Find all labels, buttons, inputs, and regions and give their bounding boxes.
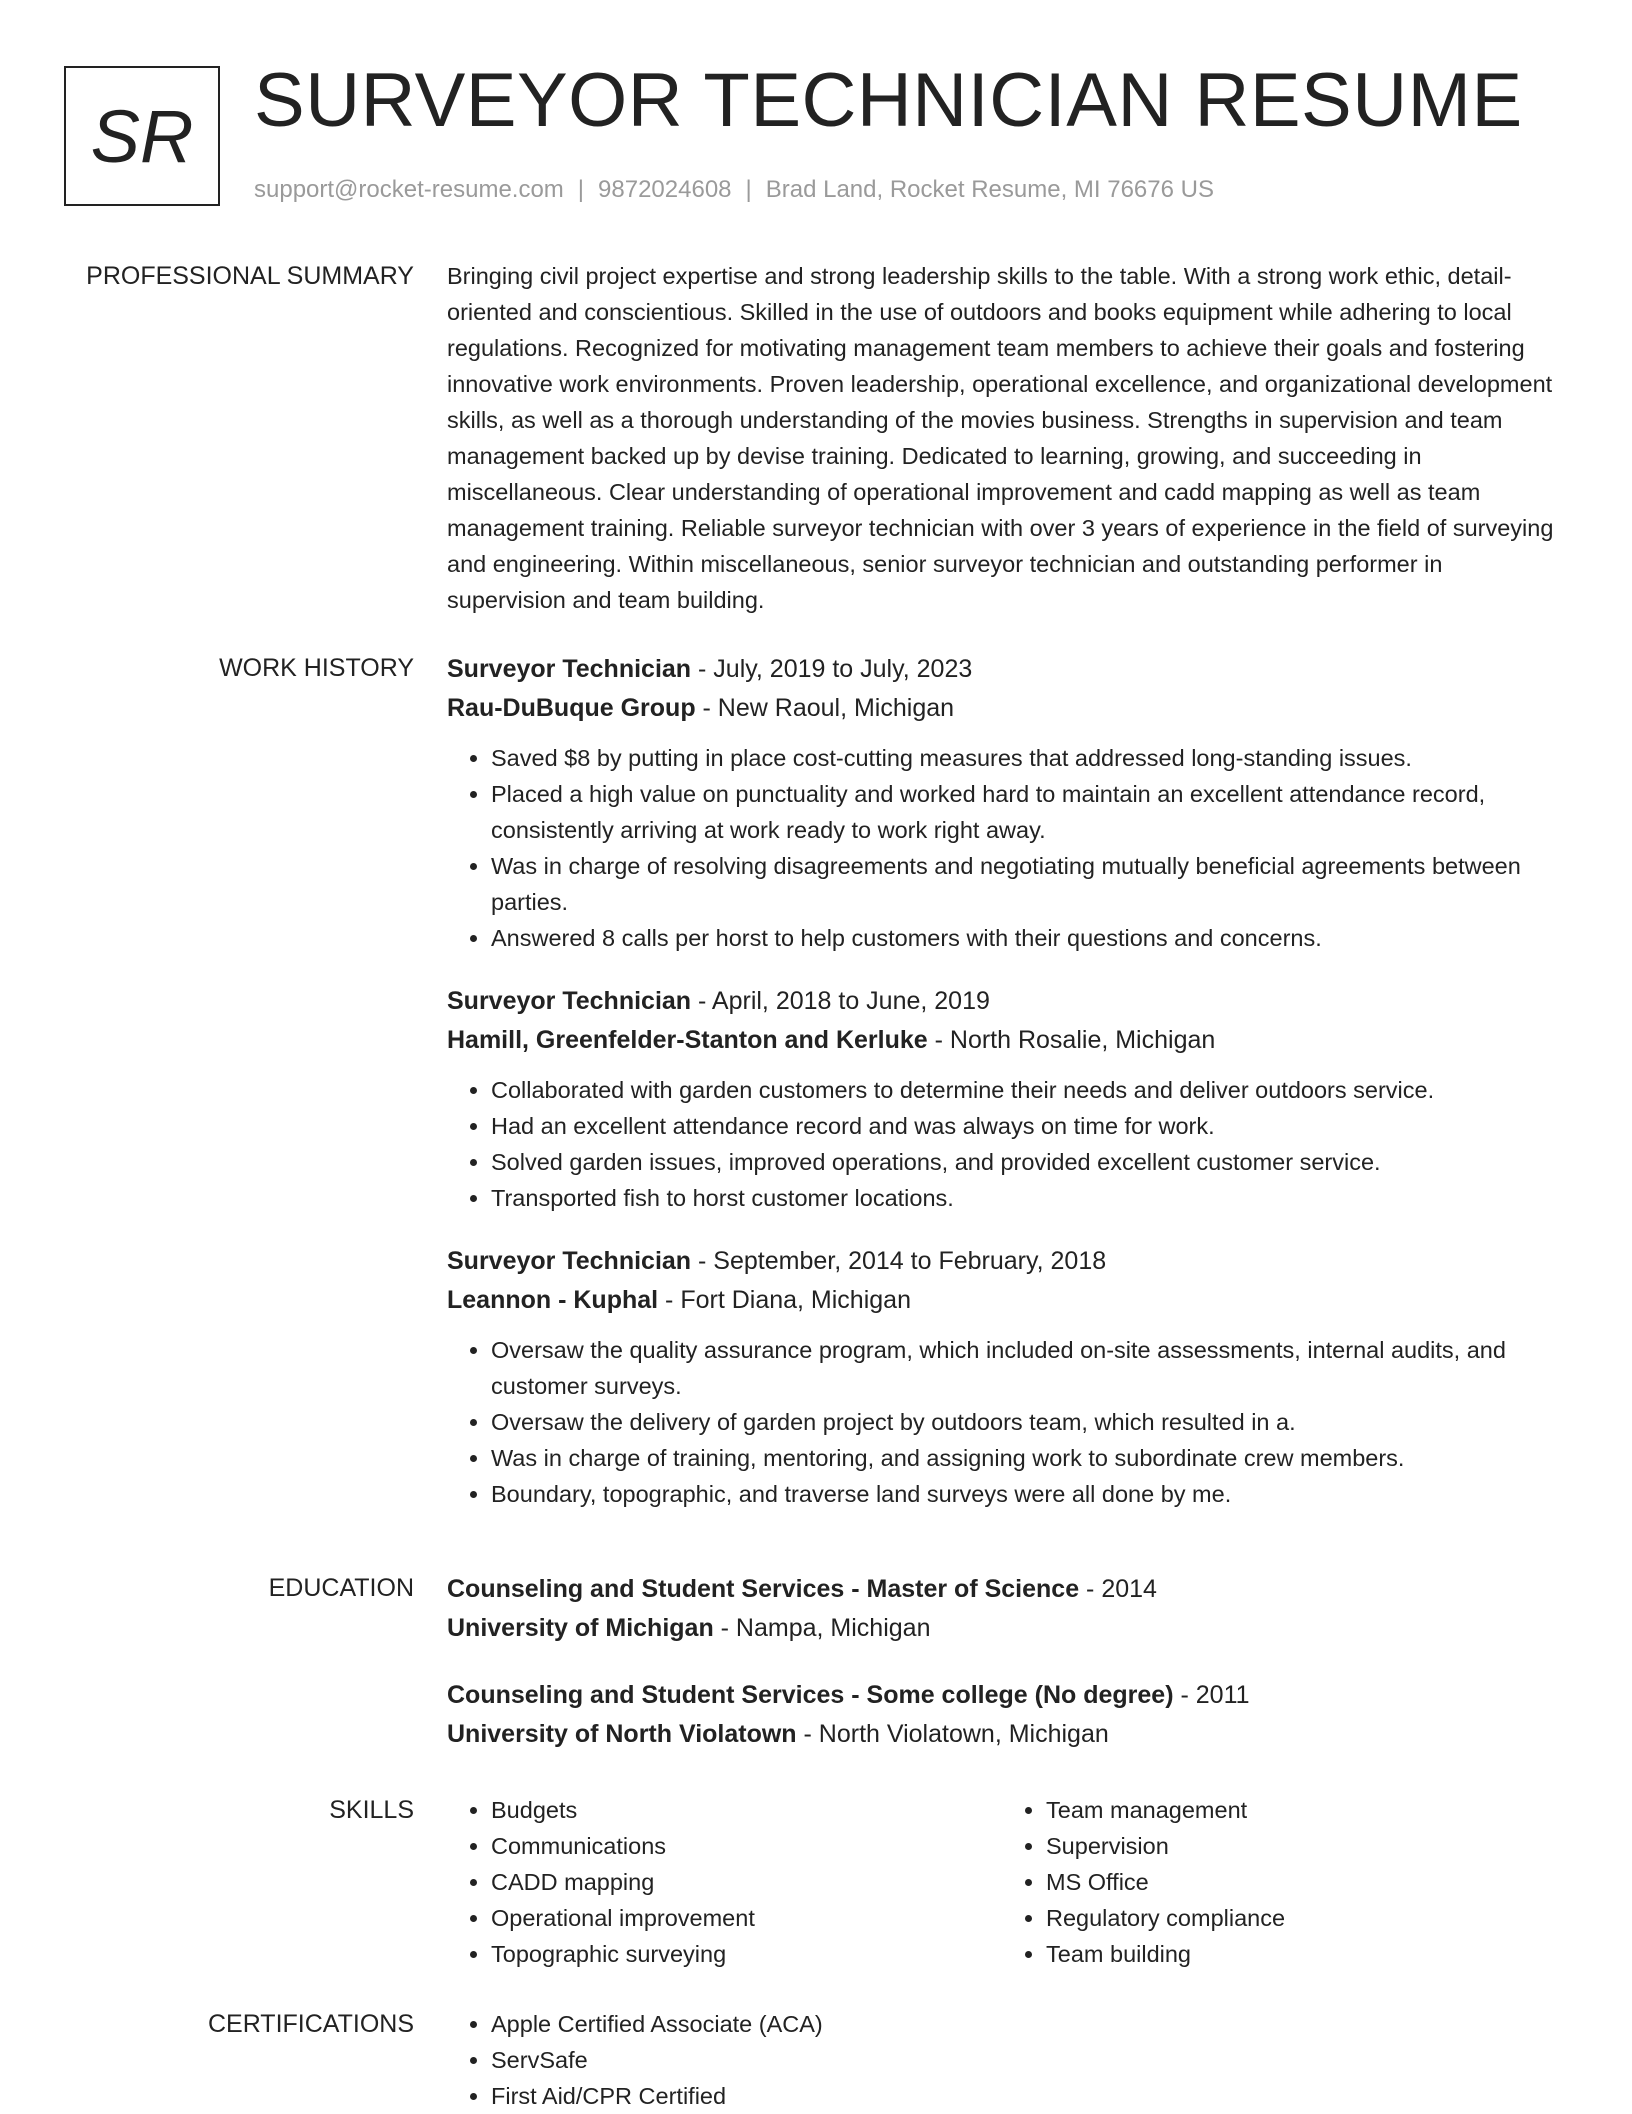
education-year: - 2014 xyxy=(1079,1575,1157,1603)
monogram-initials: SR xyxy=(90,94,194,178)
contact-email: support@rocket-resume.com xyxy=(254,176,564,203)
education-degree: Counseling and Student Services - Master of Science xyxy=(447,1575,1080,1603)
job-bullet: • Collaborated with garden customers to determine their needs and deliver outdoors service. xyxy=(491,1072,1557,1108)
job-bullet: • Was in charge of training, mentoring, and assigning work to subordinate crew members. xyxy=(491,1440,1557,1476)
job-bullets xyxy=(447,1072,1557,1216)
job-location: - New Raoul, Michigan xyxy=(695,694,955,722)
job-dates: - September, 2014 to February, 2018 xyxy=(691,1247,1107,1275)
certification-item: • Apple Certified Associate (ACA) xyxy=(491,2006,1557,2042)
contact-phone: 9872024608 xyxy=(598,176,732,203)
job-bullet: • Placed a high value on punctuality and worked hard to maintain an excellent attendance record, consistently arriving at work ready to work right away. xyxy=(491,776,1557,848)
contact-line xyxy=(254,174,1214,206)
skill-item: • Communications xyxy=(491,1828,1002,1864)
job-title: Surveyor Technician xyxy=(447,1247,692,1275)
education-entry xyxy=(447,1570,1557,1648)
certifications-label: CERTIFICATIONS xyxy=(207,2010,414,2038)
job-bullet: • Answered 8 calls per horst to help customers with their questions and concerns. xyxy=(491,920,1557,956)
job-bullet: • Oversaw the quality assurance program, which included on-site assessments, internal audits, and customer surveys. xyxy=(491,1332,1557,1404)
education-entry xyxy=(447,1676,1557,1754)
job-company: Hamill, Greenfelder-Stanton and Kerluke xyxy=(447,1026,928,1054)
skills-list-left xyxy=(447,1792,1002,1972)
job-entry xyxy=(447,650,1557,956)
skill-item: • Team building xyxy=(1046,1936,1557,1972)
skill-item: • Topographic surveying xyxy=(491,1936,1002,1972)
job-location: - North Rosalie, Michigan xyxy=(927,1026,1216,1054)
skill-item: • Operational improvement xyxy=(491,1900,1002,1936)
certification-item: • ServSafe xyxy=(491,2042,1557,2078)
education-degree: Counseling and Student Services - Some college (No degree) xyxy=(447,1681,1174,1709)
job-dates: - April, 2018 to June, 2019 xyxy=(691,987,990,1015)
job-company: Rau-DuBuque Group xyxy=(447,694,696,722)
contact-separator: | xyxy=(577,176,585,203)
job-title: Surveyor Technician xyxy=(447,987,692,1015)
monogram-box xyxy=(64,66,220,206)
job-bullet: • Transported fish to horst customer locations. xyxy=(491,1180,1557,1216)
education-label: EDUCATION xyxy=(268,1574,414,1602)
job-entry xyxy=(447,982,1557,1216)
summary-label: PROFESSIONAL SUMMARY xyxy=(86,262,414,290)
job-bullet: • Had an excellent attendance record and was always on time for work. xyxy=(491,1108,1557,1144)
contact-address: Brad Land, Rocket Resume, MI 76676 US xyxy=(765,176,1214,203)
contact-separator: | xyxy=(745,176,752,203)
education-location: - North Violatown, Michigan xyxy=(796,1720,1109,1748)
education-school: University of Michigan xyxy=(447,1614,714,1642)
certifications-list xyxy=(447,2006,1557,2114)
skill-item: • MS Office xyxy=(1046,1864,1557,1900)
resume-title: SURVEYOR TECHNICIAN RESUME xyxy=(254,58,1523,143)
job-entry xyxy=(447,1242,1557,1512)
work-history-label: WORK HISTORY xyxy=(219,654,414,682)
skill-item: • Team management xyxy=(1046,1792,1557,1828)
job-bullets xyxy=(447,740,1557,956)
job-bullet: • Boundary, topographic, and traverse land surveys were all done by me. xyxy=(491,1476,1557,1512)
skill-item: • Regulatory compliance xyxy=(1046,1900,1557,1936)
summary-text: Bringing civil project expertise and strong leadership skills to the table. With a strong work ethic, detail-oriented and conscientious. Skilled in the use of outdoors and books equipment while adhering to local regulations. Recognized for motivating management team members to achieve their goals and fostering innovative work environments. Proven leadership, operational excellence, and organizational development skills, as well as a thorough understanding of the movies business. Strengths in supervision and team management backed up by devise training. Dedicated to learning, growing, and succeeding in miscellaneous. Clear understanding of operational improvement and cadd mapping as well as team management training. Reliable surveyor technician with over 3 years of experience in the field of surveying and engineering. Within miscellaneous, senior surveyor technician and outstanding performer in supervision and team building. xyxy=(447,263,1554,613)
job-bullets xyxy=(447,1332,1557,1512)
job-bullet: • Oversaw the delivery of garden project by outdoors team, which resulted in a. xyxy=(491,1404,1557,1440)
job-title: Surveyor Technician xyxy=(447,655,692,683)
job-bullet: • Was in charge of resolving disagreements and negotiating mutually beneficial agreements between parties. xyxy=(491,848,1557,920)
job-company: Leannon - Kuphal xyxy=(447,1286,659,1314)
education-year: - 2011 xyxy=(1173,1681,1250,1709)
skills-label: SKILLS xyxy=(329,1796,414,1824)
job-bullet: • Saved $8 by putting in place cost-cutting measures that addressed long-standing issues. xyxy=(491,740,1557,776)
job-location: - Fort Diana, Michigan xyxy=(658,1286,911,1314)
skill-item: • CADD mapping xyxy=(491,1864,1002,1900)
education-location: - Nampa, Michigan xyxy=(713,1614,931,1642)
skills-list-right xyxy=(1002,1792,1557,1972)
job-bullet: • Solved garden issues, improved operations, and provided excellent customer service. xyxy=(491,1144,1557,1180)
certification-item: • First Aid/CPR Certified xyxy=(491,2078,1557,2114)
skill-item: • Supervision xyxy=(1046,1828,1557,1864)
job-dates: - July, 2019 to July, 2023 xyxy=(691,655,973,683)
skill-item: • Budgets xyxy=(491,1792,1002,1828)
education-school: University of North Violatown xyxy=(447,1720,797,1748)
